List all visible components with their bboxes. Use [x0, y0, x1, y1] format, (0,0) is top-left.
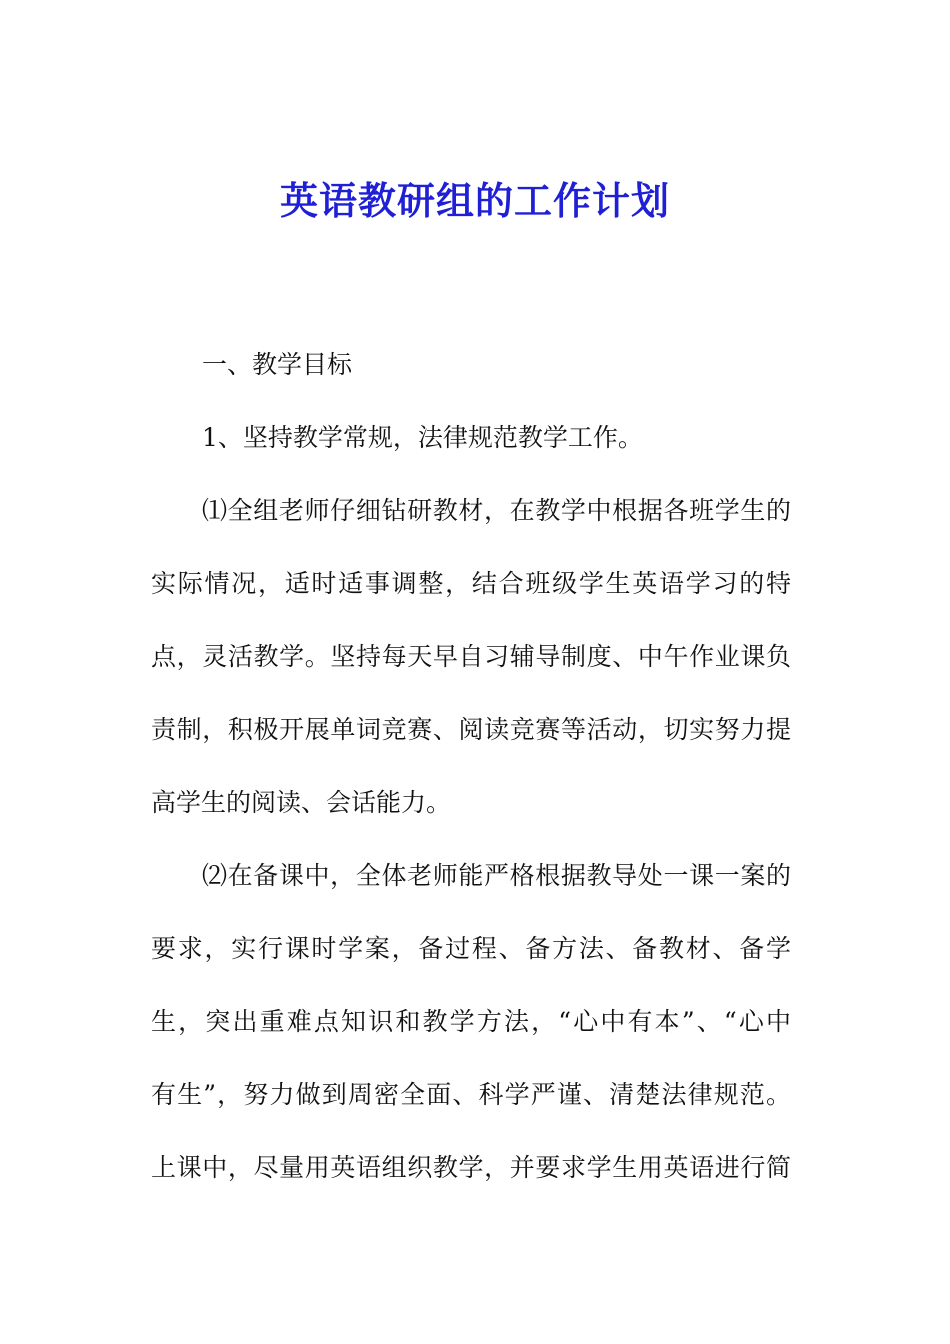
paragraph-line: 要求，实行课时学案，备过程、备方法、备教材、备学	[151, 934, 791, 963]
paragraph-line: 实际情况，适时适事调整，结合班级学生英语学习的特	[151, 569, 791, 598]
paragraph-line: 高学生的阅读、会话能力。	[151, 788, 452, 817]
paragraph-line: 有生”，努力做到周密全面、科学严谨、清楚法律规范。	[151, 1080, 791, 1109]
paragraph-line: ⑴全组老师仔细钻研教材，在教学中根据各班学生的	[202, 496, 791, 525]
list-item-heading: 1、坚持教学常规，法律规范教学工作。	[202, 423, 643, 452]
paragraph-line: 上课中，尽量用英语组织教学，并要求学生用英语进行简	[151, 1153, 791, 1182]
section-heading: 一、教学目标	[202, 350, 353, 379]
paragraph-line: 生，突出重难点知识和教学方法，“心中有本”、“心中	[151, 1007, 791, 1036]
paragraph-line: ⑵在备课中，全体老师能严格根据教导处一课一案的	[202, 861, 791, 890]
paragraph-line: 点，灵活教学。坚持每天早自习辅导制度、中午作业课负	[151, 642, 791, 671]
document-title: 英语教研组的工作计划	[279, 178, 670, 223]
paragraph-line: 责制，积极开展单词竞赛、阅读竞赛等活动，切实努力提	[151, 715, 791, 744]
document-body	[151, 328, 791, 1204]
